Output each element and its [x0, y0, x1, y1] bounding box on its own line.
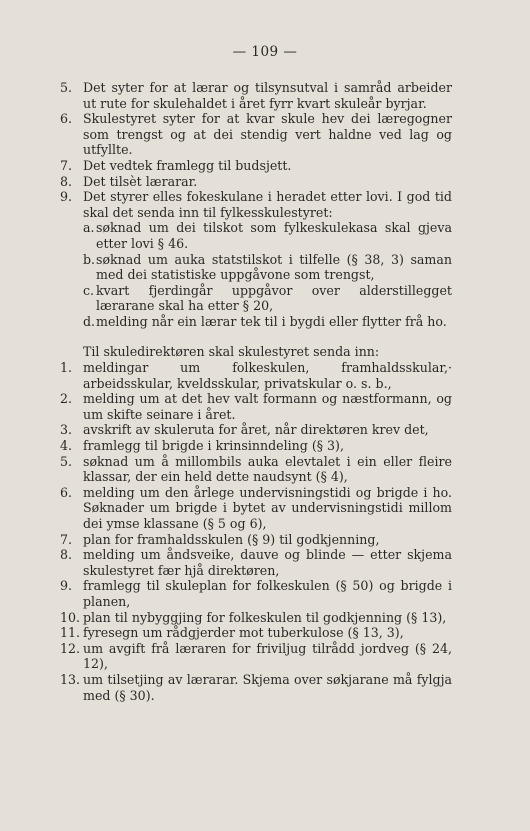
- list-item-number: 9.: [60, 189, 73, 205]
- list-item: [60, 111, 452, 158]
- list-item: [60, 174, 452, 190]
- list-item-text: Det syter for at lærar og tilsynsutval i samråd arbeider ut rute for skulehaldet i året fyrr kvart skuleår byrjar.: [83, 80, 452, 111]
- list-item-number: 3.: [60, 422, 73, 438]
- list-item-text: Skulestyret syter for at kvar skule hev dei læregogner som trengst og at dei stendig vert haldne ved lag og utfyllte.: [83, 111, 452, 158]
- sublist-item-number: a.: [83, 220, 95, 236]
- list-item-number: 7.: [60, 531, 73, 547]
- list-item-text: melding um åndsveike, dauve og blinde — etter skjema skulestyret fær hjå direktøren,: [83, 547, 452, 578]
- list-item-number: 10.: [60, 609, 81, 625]
- list-item-text: um tilsetjing av lærarar. Skjema over søkjarane må fylgja med (§ 30).: [83, 671, 452, 703]
- list-item: [60, 438, 452, 454]
- list-item-text: framlegg til brigde i krinsinndeling (§ 3),: [83, 438, 344, 454]
- list-item-text: avskrift av skuleruta for året, når direktøren krev det,: [83, 422, 429, 438]
- list-item-text: framlegg til skuleplan for folkeskulen (§ 50) og brigde i planen,: [83, 578, 452, 609]
- list-item-number: 11.: [60, 625, 81, 641]
- list-item: [60, 485, 452, 532]
- sublist-item-text: søknad um dei tilskot som fylkeskulekasa skal gjeva etter lovi § 46.: [96, 220, 452, 251]
- list-item-text: um avgift frå læraren for friviljug tilrådd jordveg (§ 24, 12),: [83, 640, 452, 672]
- list-item-number: 4.: [60, 438, 73, 454]
- list-item: [60, 547, 452, 578]
- list-item-number: 8.: [60, 173, 73, 189]
- section-intro: Til skuledirektøren skal skulestyret senda inn:: [83, 343, 380, 359]
- list-item-number: 6.: [60, 484, 73, 500]
- list-item-number: 8.: [60, 547, 73, 563]
- sublist-item-text: søknad um auka statstilskot i tilfelle (§ 38, 3) saman med dei statistiske uppgåvone som trengst,: [96, 251, 452, 283]
- list-item: [60, 610, 452, 626]
- list-item-text: meldingar um folkeskulen, framhaldsskular,· arbeidsskular, kveldsskular, privatskular o. s. b.,: [83, 360, 452, 391]
- list-item: [60, 578, 452, 609]
- list-item-text: søknad um å millombils auka elevtalet i ein eller fleire klassar, der ein held dette naudsynt (§ 4),: [83, 453, 452, 485]
- sublist-item-text: kvart fjerdingår uppgåvor over alderstillegget lærarane skal ha etter § 20,: [96, 282, 452, 314]
- director-submissions-list: [60, 360, 452, 703]
- list-item-number: 9.: [60, 578, 73, 594]
- list-item: [60, 80, 452, 111]
- list-item: [60, 625, 452, 641]
- sublist-item: [60, 283, 452, 314]
- list-item-text: Det styrer elles fokeskulane i heradet etter lovi. I god tid skal det senda inn til fylkesskulestyret:: [83, 189, 452, 220]
- sublist-item-number: d.: [83, 313, 96, 329]
- list-item: [60, 391, 452, 422]
- list-item: [60, 189, 452, 220]
- sublist-item: [60, 314, 452, 330]
- page-number: — 109 —: [232, 44, 298, 60]
- list-item-text: plan for framhaldsskulen (§ 9) til godkjenning,: [83, 531, 380, 547]
- list-item-number: 12.: [60, 640, 81, 656]
- list-item: [60, 422, 452, 438]
- list-item: [60, 672, 452, 703]
- sublist-item-number: c.: [83, 282, 95, 298]
- page-body: [60, 80, 452, 703]
- list-item: [60, 360, 452, 391]
- sublist-item: [60, 220, 452, 251]
- list-item: [60, 158, 452, 174]
- list-item-number: 13.: [60, 671, 81, 687]
- duty-list: [60, 80, 452, 220]
- submission-sublist: [60, 220, 452, 329]
- list-item-text: melding um den årlege undervisningstidi og brigde i ho. Søknader um brigde i bytet av undervisningstidi millom dei ymse klassane (§ 5 og 6),: [83, 484, 452, 532]
- sublist-item-text: melding når ein lærar tek til i bygdi eller flytter frå ho.: [96, 313, 447, 329]
- sublist-item-number: b.: [83, 251, 96, 267]
- list-item: [60, 641, 452, 672]
- list-item-text: plan til nybyggjing for folkeskulen til godkjenning (§ 13),: [83, 609, 447, 625]
- list-item-number: 5.: [60, 453, 73, 469]
- list-item-number: 7.: [60, 157, 73, 173]
- list-item-number: 5.: [60, 80, 73, 95]
- list-item-text: melding um at det hev valt formann og næstformann, og um skifte seinare i året.: [83, 391, 452, 422]
- list-item-text: Det tilsèt lærarar.: [83, 173, 198, 189]
- list-item-number: 2.: [60, 391, 73, 407]
- list-item-text: Det vedtek framlegg til budsjett.: [83, 157, 292, 173]
- list-item: [60, 532, 452, 548]
- list-item: [60, 454, 452, 485]
- list-item-text: fyresegn um rådgjerder mot tuberkulose (§ 13, 3),: [83, 625, 404, 641]
- list-item-number: 6.: [60, 111, 73, 127]
- sublist-item: [60, 252, 452, 283]
- list-item-number: 1.: [60, 360, 73, 376]
